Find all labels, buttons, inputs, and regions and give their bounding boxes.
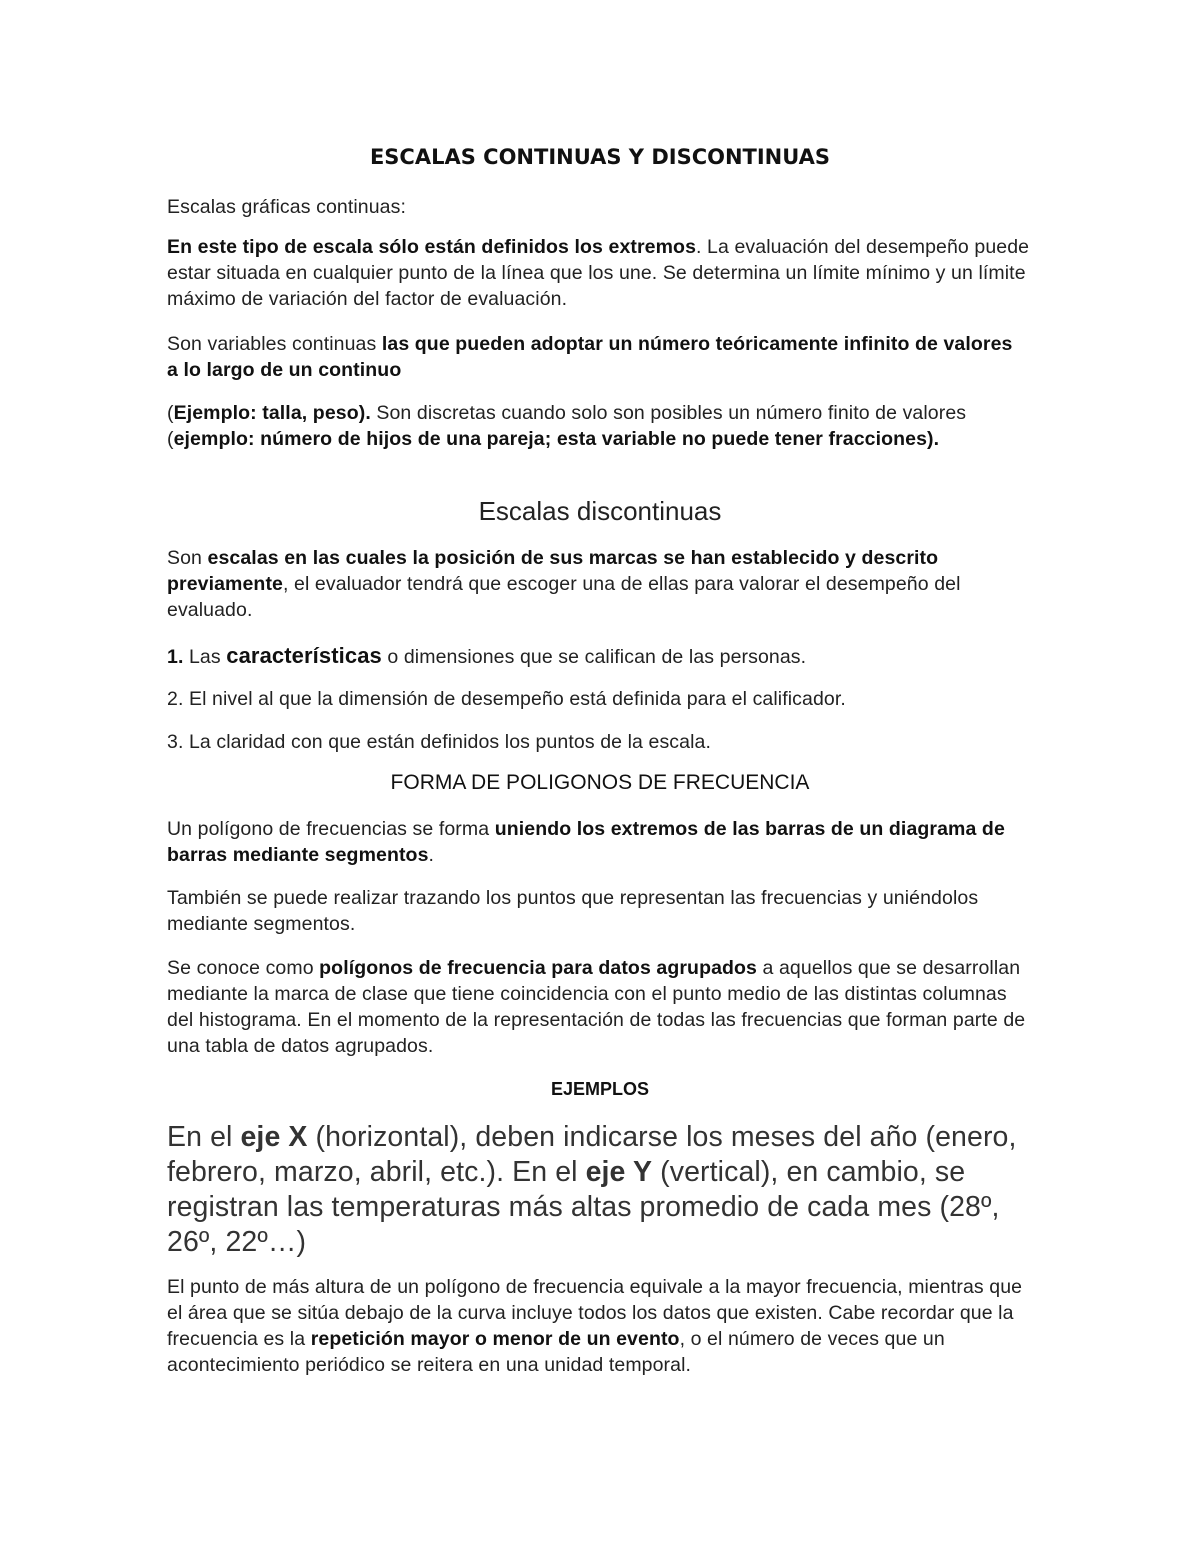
paragraph-continuous-variables	[167, 331, 1027, 383]
text-run: , el evaluador tendrá que escoger una de ellas para valorar el desempeño del evaluado.	[167, 573, 961, 621]
text-run: El punto de más altura de un polígono de frecuencia equivale a la mayor frecuencia, mientras que el área que se sitúa debajo de la curva incluye todos los datos que existen. Cabe recordar que la frecuencia es la	[167, 1276, 1023, 1350]
text-run: Se conoce como	[167, 957, 320, 979]
text-run: . La evaluación del desempeño puede estar situada en cualquier punto de la línea que los une. Se determina un límite mínimo y un límite máximo de variación del factor de evaluación.	[167, 236, 1030, 310]
section-heading-continuous: Escalas gráficas continuas:	[167, 196, 406, 218]
text-run: , o el número de veces que un acontecimiento periódico se reitera en una unidad temporal.	[167, 1328, 945, 1376]
text-run: En el	[167, 1121, 241, 1153]
paragraph-axes-example	[167, 1120, 1037, 1260]
bold-text: ejemplo: número de hijos de una pareja; esta variable no puede tener fracciones).	[173, 428, 940, 450]
text-run: .	[428, 844, 435, 866]
text-run: Son variables continuas	[167, 333, 382, 355]
paragraph-discontinuous-scales	[167, 545, 1017, 623]
bold-text: eje X	[240, 1121, 308, 1153]
text-run: (horizontal), deben indicarse los meses del año (enero, febrero, marzo, abril, etc.). En el	[167, 1121, 1017, 1188]
text-run: Las	[183, 646, 227, 668]
bold-text: escalas en las cuales la posición de sus marcas se han establecido y descrito previamente	[167, 547, 939, 595]
section-heading-polygons: FORMA DE POLIGONOS DE FRECUENCIA	[390, 771, 810, 794]
bold-text: Ejemplo: talla, peso).	[173, 402, 371, 424]
paragraph-polygon-definition	[167, 816, 1017, 868]
bold-text: repetición mayor o menor de un evento	[310, 1328, 680, 1350]
paragraph-highest-point	[167, 1274, 1037, 1378]
paragraph-grouped-data	[167, 955, 1037, 1059]
bold-text: eje Y	[585, 1156, 653, 1188]
document-title: ESCALAS CONTINUAS Y DISCONTINUAS	[369, 145, 831, 169]
section-heading-discontinuous: Escalas discontinuas	[478, 496, 722, 526]
list-number: 1.	[167, 646, 184, 668]
paragraph-extremes	[167, 234, 1037, 312]
text-run: Son discretas cuando solo son posibles un número finito de valores (	[167, 402, 967, 450]
bold-text: polígonos de frecuencia para datos agrupados	[319, 957, 757, 979]
text-run: Un polígono de frecuencias se forma	[167, 818, 495, 840]
paragraph-discrete-variables	[167, 400, 1027, 452]
paragraph-plotting-points: También se puede realizar trazando los puntos que representan las frecuencias y uniéndolos mediante segmentos.	[167, 887, 979, 935]
section-heading-examples: EJEMPLOS	[550, 1079, 650, 1099]
bold-text: En este tipo de escala sólo están definidos los extremos	[167, 236, 697, 258]
text-run: a aquellos que se desarrollan mediante la marca de clase que tiene coincidencia con el punto medio de las distintas columnas del histograma. En el momento de la representación de todas las frecuencias que forman parte de una tabla de datos agrupados.	[167, 957, 1026, 1057]
bold-text: uniendo los extremos de las barras de un diagrama de barras mediante segmentos	[167, 818, 1005, 866]
bold-text: características	[226, 643, 382, 668]
text-run: o dimensiones que se califican de las personas.	[381, 646, 807, 668]
text-run: (	[167, 402, 174, 424]
list-item-1	[167, 643, 806, 670]
text-run: (vertical), en cambio, se registran las temperaturas más altas promedio de cada mes (28º, 26º, 22º…)	[167, 1156, 1000, 1258]
list-item-2: 2. El nivel al que la dimensión de desempeño está definida para el calificador.	[167, 688, 846, 710]
text-run: Son	[167, 547, 208, 569]
list-item-3: 3. La claridad con que están definidos los puntos de la escala.	[167, 731, 711, 753]
bold-text: las que pueden adoptar un número teóricamente infinito de valores a lo largo de un continuo	[167, 333, 1013, 381]
